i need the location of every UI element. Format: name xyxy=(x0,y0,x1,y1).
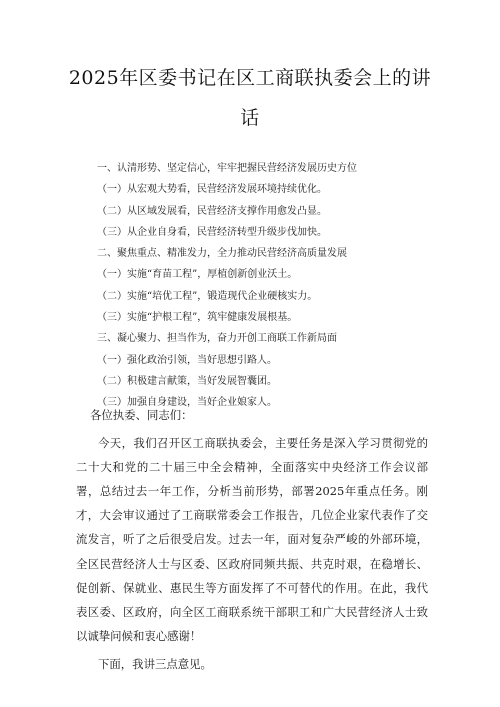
document-title-line1: 2025年区委书记在区工商联执委会上的讲 xyxy=(68,67,432,89)
outline-item: （二）积极建言献策，当好发展智囊团。 xyxy=(97,375,277,387)
salutation: 各位执委、同志们： xyxy=(90,408,193,422)
outline-heading-3: 三、凝心聚力、担当作为，奋力开创工商联工作新局面 xyxy=(97,333,337,345)
outline-item: （二）从区域发展看，民营经济支撑作用愈发凸显。 xyxy=(97,205,327,217)
outline-heading-1: 一、认清形势、坚定信心，牢牢把握民营经济发展历史方位 xyxy=(97,163,357,174)
outline-heading-2: 二、聚焦重点、精准发力，全力推动民营经济高质量发展 xyxy=(97,248,347,260)
paragraph-transition: 下面，我讲三点意见。 xyxy=(98,656,212,671)
speech-body xyxy=(76,403,428,676)
outline-item: （一）强化政治引领，当好思想引路人。 xyxy=(97,354,277,366)
outline-item: （三）加强自身建设，当好企业娘家人。 xyxy=(97,397,277,409)
outline-item: （一）实施“育苗工程”，厚植创新创业沃土。 xyxy=(97,269,298,281)
paragraph-opening: 今天，我们召开区工商联执委会，主要任务是深入学习贯彻党的二十大和党的二十届三中全会精神，全面落实中央经济工作会议部署，总结过去一年工作，分析当前形势，部署2025年重点任务。刚才，大会审议通过了工商联常委会工作报告，几位企业家代表作了交流发言，听了之后很受启发。过去一年，面对复杂严峻的外部环境，全区民营经济人士与区委、区政府同频共振、共克时艰，在稳增长、促创新、保就业、惠民生等方面发挥了不可替代的作用。在此，我代表区委、区政府，向全区工商联系统干部职工和广大民营经济人士致以诚挚问候和衷心感谢！ xyxy=(76,436,428,643)
document-title-line2: 话 xyxy=(240,107,260,129)
outline-item: （一）从宏观大势看，民营经济发展环境持续优化。 xyxy=(97,184,327,196)
outline xyxy=(97,158,427,414)
outline-item: （三）从企业自身看，民营经济转型升级步伐加快。 xyxy=(97,226,327,238)
outline-item: （二）实施“培优工程”，锻造现代企业硬核实力。 xyxy=(97,290,318,302)
outline-item: （三）实施“护根工程”，筑牢健康发展根基。 xyxy=(97,312,298,324)
